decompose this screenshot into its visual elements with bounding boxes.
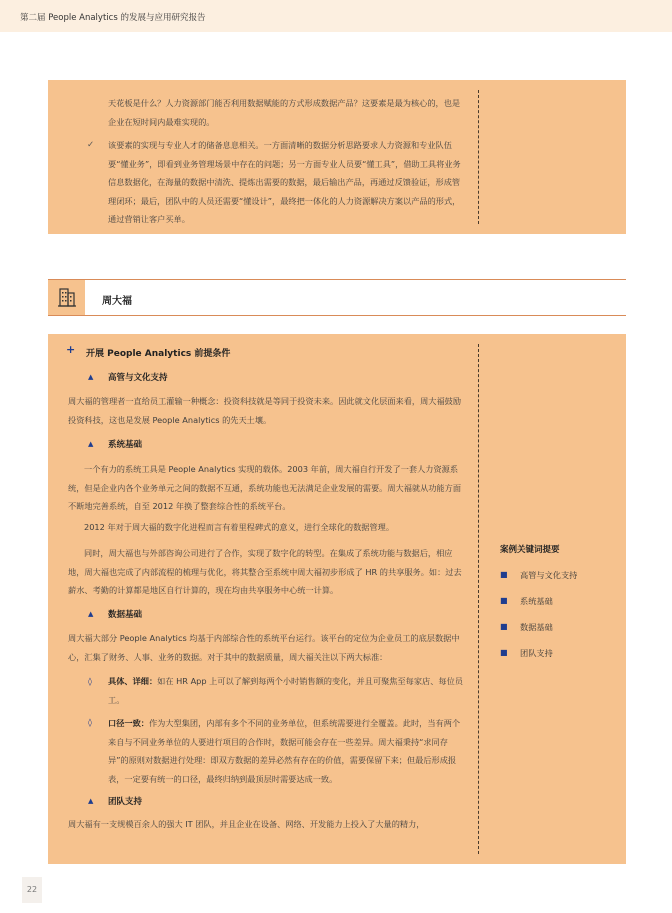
list-item [108,714,464,788]
report-title: 第二届 People Analytics 的发展与应用研究报告 [20,13,206,23]
paragraph: 该要素的实现与专业人才的储备息息相关。一方面清晰的数据分析思路要求人力资源和专业队伍要“懂业务”，即看到业务管理场景中存在的问题；另一方面专业人员要“懂工具”，借助工具将业务信息数据化，在海量的数据中清洗、提炼出需要的数据，最后输出产品，再通过反馈验证，形成管理闭环；最后，团队中的人员还需要“懂设计”，最终把一体化的人力资源解决方案以产品的形式，通过营销让客户买单。 [108,140,461,224]
paragraph: 2012 年对于周大福的数字化进程而言有着里程碑式的意义，进行全球化的数据管理。 [84,522,395,532]
item-label: 口径一致： [108,718,149,728]
subheading: 系统基础 [108,440,143,450]
square-bullet-icon: ■ [500,648,508,657]
paragraph: 同时，周大福也与外部咨询公司进行了合作，实现了数字化的转型。在集成了系统功能与数据后，相应地，周大福也完成了内部流程的梳理与优化，将其整合至系统中周大福初步形成了 HR 的共享服务。如：过去薪水、考勤的计算都是地区自行计算的，现在均由共享服务中心统一计算。 [68,548,462,595]
keyword-item: 系统基础 [520,596,553,606]
list-item [108,672,464,709]
paragraph: 一个有力的系统工具是 People Analytics 实现的载体。2003 年前，周大福自行开发了一套人力资源系统，但是企业内各个业务单元之间的数据不互通，系统功能也无法满足企业发展的需要。周大福就从功能方面不断地完善系统，自至 2012 年换了整套综合性的系统平台。 [68,464,462,511]
plus-icon: + [66,343,76,356]
triangle-icon: ▲ [88,440,94,448]
paragraph: 天花板是什么？人力资源部门能否利用数据赋能的方式形成数据产品？这要素是最为核心的，也是企业在短时间内最难实现的。 [108,98,461,127]
paragraph: 周大福有一支规模百余人的强大 IT 团队，并且企业在设备、网络、开发能力上投入了大量的精力， [68,819,425,829]
content-box-main [48,334,626,864]
dashed-divider [478,344,479,854]
section-header [48,279,626,316]
page-header [0,0,672,32]
item-text: 如在 HR App 上可以了解到每两个小时销售额的变化，并且可聚焦至每家店、每位员工。 [108,676,463,705]
building-icon [48,280,85,315]
keywords-title: 案例关键词提要 [500,545,560,555]
square-bullet-icon: ■ [500,570,508,579]
item-text: 作为大型集团，内部有多个不同的业务单位，但系统需要进行全覆盖。此时，当有两个来自与不同业务单位的人要进行项目的合作时，数据可能会存在一些差异。周大福秉持“求同存异”的原则对数据进行处理：即双方数据的差异必然有存在的价值，需要保留下来；但最后形成报表，一定要有统一的口径，最终归纳到最顶层时需要达成一致。 [108,718,461,784]
keyword-item: 数据基础 [520,622,553,632]
subheading: 高管与文化支持 [108,373,168,383]
triangle-icon: ▲ [88,797,94,805]
triangle-icon: ▲ [88,610,94,618]
square-bullet-icon: ■ [500,596,508,605]
triangle-icon: ▲ [88,373,94,381]
dashed-divider [478,90,479,224]
keyword-item: 团队支持 [520,648,553,658]
main-heading: 开展 People Analytics 前提条件 [86,349,231,359]
diamond-icon: ◊ [88,718,92,727]
subheading: 团队支持 [108,797,143,807]
section-title: 周大福 [102,296,132,307]
paragraph: 周大福的管理者一直给员工灌输一种概念：投资科技就是等同于投资未来。因此就文化层面来看，周大福鼓励投资科技，这也是发展 People Analytics 的先天土壤。 [68,396,462,425]
page-number: 22 [22,877,42,903]
square-bullet-icon: ■ [500,622,508,631]
content-box-top [48,80,626,234]
paragraph: 周大福大部分 People Analytics 均基于内部综合性的系统平台运行。该平台的定位为企业员工的底层数据中心，汇集了财务、人事、业务的数据。对于其中的数据质量，周大福关注以下两大标准： [68,633,460,662]
diamond-icon: ◊ [88,677,92,686]
keyword-item: 高管与文化支持 [520,570,578,580]
item-label: 具体、详细： [108,676,158,686]
check-icon: ✓ [87,140,95,150]
subheading: 数据基础 [108,610,143,620]
